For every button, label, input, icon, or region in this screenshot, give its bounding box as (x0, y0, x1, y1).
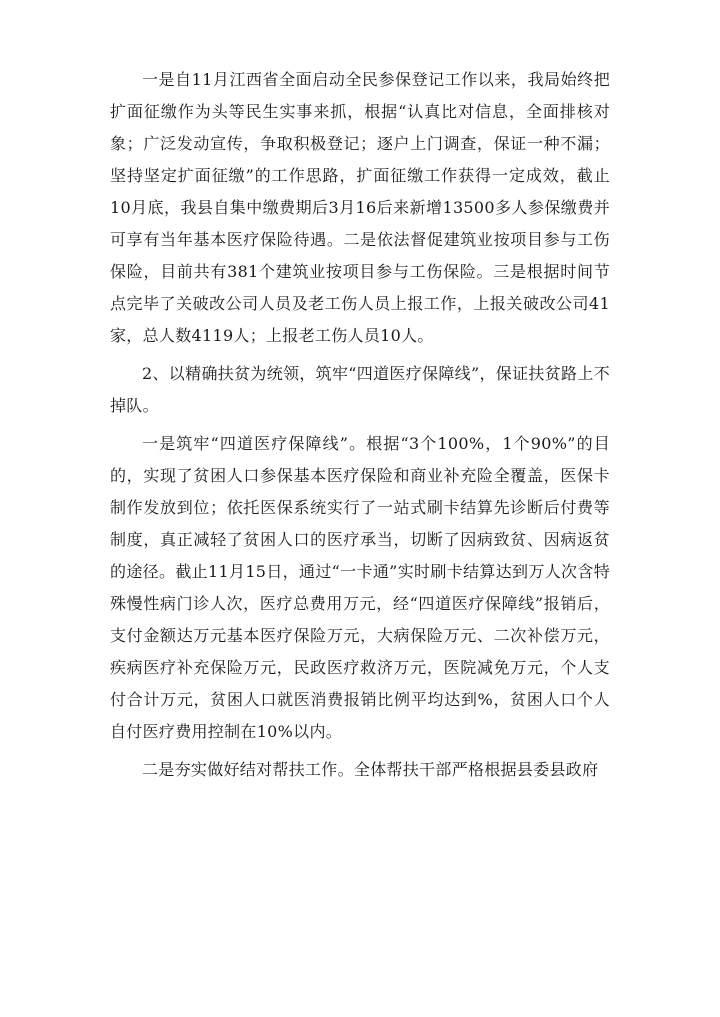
paragraph-enrollment: 一是自11月江西省全面启动全民参保登记工作以来，我局始终把扩面征缴作为头等民生实事来抓，根据“认真比对信息，全面排核对象；广泛发动宣传，争取积极登记；逐户上门调查，保证一种不漏；坚持坚定扩面征缴”的工作思路，扩面征缴工作获得一定成效，截止10月底，我县自集中缴费期后3月16后来新增13500多人参保缴费并可享有当年基本医疗保险待遇。二是依法督促建筑业按项目参与工伤保险，目前共有381个建筑业按项目参与工伤保险。三是根据时间节点完毕了关破改公司人员及老工伤人员上报工作，上报关破改公司41家，总人数4119人；上报老工伤人员10人。 (110, 70, 610, 345)
paragraph-paired-assistance: 二是夯实做好结对帮扶工作。全体帮扶干部严格根据县委县政府 (142, 760, 599, 779)
paragraph-section-heading: 2、以精确扶贫为统领，筑牢“四道医疗保障线”，保证扶贫路上不掉队。 (110, 364, 610, 415)
document-body (110, 64, 610, 792)
paragraph-medical-security-lines: 一是筑牢“四道医疗保障线”。根据“3个100%，1个90%”的目的，实现了贫困人口参保基本医疗保险和商业补充险全覆盖，医保卡制作发放到位；依托医保系统实行了一站式刷卡结算先诊断后付费等制度，真正减轻了贫困人口的医疗承当，切断了因病致贫、因病返贫的途径。截止11月15日，通过“一卡通”实时刷卡结算达到万人次含特殊慢性病门诊人次，医疗总费用万元，经“四道医疗保障线”报销后，支付金额达万元基本医疗保险万元，大病保险万元、二次补偿万元，疾病医疗补充保险万元，民政医疗救济万元，医院减免万元，个人支付合计万元，贫困人口就医消费报销比例平均达到%，贫困人口个人自付医疗费用控制在10%以内。 (110, 434, 610, 741)
